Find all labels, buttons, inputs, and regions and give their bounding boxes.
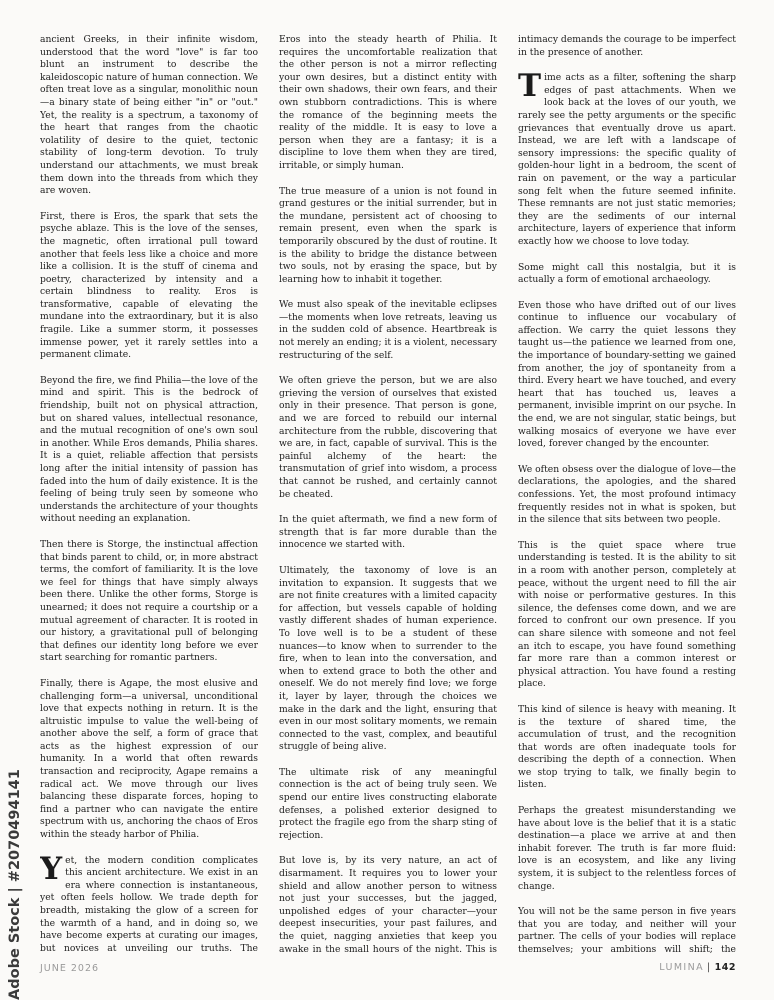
paragraph: In the quiet aftermath, we find a new form of strength that is far more durable than the innocence we started with. <box>279 514 497 551</box>
paragraph: Ultimately, the taxonomy of love is an invitation to expansion. It suggests that we are not finite creatures with a limited capacity for affection, but vessels capable of holding vastly different shades of human experience. To love well is to be a student of these nuances—to know when to surrender to the fire, when to lean into the conversation, and when to extend grace to both the other and oneself. We do not merely find love; we forge it, layer by layer, through the choices we make in the dark and the light, ensuring that even in our most solitary moments, we remain connected to the vast, complex, and beautiful struggle of being alive. <box>279 564 497 753</box>
paragraph: The true measure of a union is not found in grand gestures or the initial surrender, but in the mundane, persistent act of choosing to remain present, even when the spark is temporarily obscured by the dust of routine. It is the ability to bridge the distance between two souls, not by erasing the space, but by learning how to inhabit it together. <box>279 185 497 285</box>
footer-date: JUNE 2026 <box>40 963 100 974</box>
paragraph-text: et, the modern condition complicates this ancient architecture. We exist in an era where connection is instantaneous, yet often feels hollow. We trade depth for breadth, mistaking the glow of a screen for the warmth of a hand, and in doing so, we have become experts at curating our images, but novices at unveiling our truths. The <box>40 854 258 954</box>
folio-separator: | <box>707 962 712 973</box>
paragraph: We often grieve the person, but we are also grieving the version of ourselves that existed only in their presence. That person is gone, and we are forced to rebuild our internal architecture from the rubble, discovering that we are, in fact, capable of survival. This is the painful alchemy of the heart: the transmutation of grief into wisdom, a process that cannot be rushed, and certainly cannot be cheated. <box>279 375 497 500</box>
paragraph: You will not be the same person in five years that you are today, and neither will your partner. The cells of your bodies will replace themselves; your ambitions will shift; the <box>518 906 736 955</box>
drop-cap: T <box>518 68 542 105</box>
column-2 <box>279 34 497 956</box>
paragraph: intimacy demands the courage to be imperfect in the presence of another. <box>518 34 736 58</box>
paragraph: The ultimate risk of any meaningful connection is the act of being truly seen. We spend our entire lives constructing elaborate defenses, a polished exterior designed to protect the fragile ego from the sharp sting of rejection. <box>279 766 497 841</box>
column-3 <box>518 34 736 956</box>
paragraph: ancient Greeks, in their infinite wisdom, understood that the word "love" is far too blunt an instrument to describe the kaleidoscopic nature of human connection. We often treat love as a singular, monolithic noun—a binary state of being either "in" or "out." Yet, the reality is a spectrum, a taxonomy of the heart that ranges from the chaotic volatility of desire to the quiet, tectonic stability of long-term devotion. To truly understand our attachments, we must break them down into the threads from which they are woven. <box>40 34 258 197</box>
magazine-name: LUMINA <box>659 962 705 973</box>
paragraph: We often obsess over the dialogue of love—the declarations, the apologies, and the shared confessions. Yet, the most profound intimacy frequently resides not in what is spoken, but in the silence that sits between two people. <box>518 463 736 526</box>
paragraph: Perhaps the greatest misunderstanding we have about love is the belief that it is a static destination—a place we arrive at and then inhabit forever. The truth is far more fluid: love is an ecosystem, and like any living system, it is subject to the relentless forces of change. <box>518 805 736 892</box>
paragraph: This is the quiet space where true understanding is tested. It is the ability to sit in a room with another person, completely at peace, without the urgent need to fill the air with noise or performative gestures. In this silence, the defenses come down, and we are forced to confront our own presence. If you can share silence with someone and not feel an itch to escape, you have found something far more rare than a common interest or physical attraction. You have found a resting place. <box>518 539 736 690</box>
article-body <box>40 34 736 956</box>
paragraph: Then there is Storge, the instinctual affection that binds parent to child, or, in more abstract terms, the comfort of familiarity. It is the love we feel for things that have simply always been there. Unlike the other forms, Storge is unearned; it does not require a courtship or a mutual agreement of character. It is rooted in our history, a gravitational pull of belonging that defines our identity long before we ever start searching for romantic partners. <box>40 538 258 664</box>
paragraph: Some might call this nostalgia, but it is actually a form of emotional archaeology. <box>518 261 736 286</box>
paragraph: This kind of silence is heavy with meaning. It is the texture of shared time, the accumulation of trust, and the recognition that words are often inadequate tools for describing the depth of a connection. When we stop trying to talk, we finally begin to listen. <box>518 703 736 791</box>
paragraph-text: ime acts as a filter, softening the sharp edges of past attachments. When we look back at the loves of our youth, we rarely see the petty arguments or the specific grievances that eventually drove us apart. Instead, we are left with a landscape of sensory impressions: the specific quality of golden-hour light in a bedroom, the scent of rain on pavement, or the way a particular song felt when the future seemed infinite. These remnants are not just static memories; they are the sediments of our internal architecture, layers of experience that inform exactly how we choose to love today. <box>518 72 736 247</box>
paragraph: Finally, there is Agape, the most elusive and challenging form—a universal, unconditional love that expects nothing in return. It is the altruistic impulse to value the well-being of another above the self, a form of grace that acts as the highest expression of our humanity. In a world that often rewards transaction and reciprocity, Agape remains a radical act. We move through our lives balancing these disparate forces, hoping to find a partner who can navigate the entire spectrum with us, anchoring the chaos of Eros within the steady harbor of Philia. <box>40 677 258 841</box>
paragraph: Beyond the fire, we find Philia—the love of the mind and spirit. This is the bedrock of friendship, built not on physical attraction, but on shared values, intellectual resonance, and the mutual recognition of one's own soul in another. While Eros demands, Philia shares. It is a quiet, reliable affection that persists long after the initial intensity of passion has faded into the hum of daily existence. It is the feeling of being truly seen by someone who understands the architecture of your thoughts without needing an explanation. <box>40 374 258 525</box>
paragraph: But love is, by its very nature, an act of disarmament. It requires you to lower your shield and allow another person to witness not just your successes, but the jagged, unpolished edges of your character—your deepest insecurities, your past failures, and the quiet, nagging anxieties that keep you awake in the small hours of the night. This is <box>279 855 497 955</box>
paragraph-dropcap <box>40 850 258 956</box>
column-1 <box>40 34 258 956</box>
paragraph: First, there is Eros, the spark that sets the psyche ablaze. This is the love of the senses, the magnetic, often irrational pull toward another that feels less like a choice and more like a collision. It is the stuff of cinema and poetry, characterized by intensity and a certain blindness to reality. Eros is transformative, capable of elevating the mundane into the extraordinary, but it is also fragile. Like a summer storm, it possesses immense power, yet it rarely settles into a permanent climate. <box>40 210 258 361</box>
paragraph: Eros into the steady hearth of Philia. It requires the uncomfortable realization that the other person is not a mirror reflecting your own desires, but a distinct entity with their own shadows, their own fears, and their own stubborn contradictions. This is where the romance of the beginning meets the reality of the middle. It is easy to love a person when they are a fantasy; it is a discipline to love them when they are tired, irritable, or simply human. <box>279 34 497 171</box>
stock-watermark-label: Adobe Stock | #2070494141 <box>7 769 23 1000</box>
paragraph-dropcap <box>518 68 736 248</box>
footer-folio <box>659 962 736 973</box>
drop-cap: Y <box>40 850 63 887</box>
paragraph: Even those who have drifted out of our lives continue to influence our vocabulary of affection. We carry the quiet lessons they taught us—the patience we learned from one, the importance of boundary-setting we gained from another, the joy of spontaneity from a third. Every heart we have touched, and every heart that has touched us, leaves a permanent, invisible imprint on our psyche. In the end, we are not singular, static beings, but walking mosaics of everyone we have ever loved, forever changed by the encounter. <box>518 299 736 450</box>
page-number: 142 <box>714 962 736 973</box>
paragraph: We must also speak of the inevitable eclipses—the moments when love retreats, leaving us in the sudden cold of absence. Heartbreak is not merely an ending; it is a violent, necessary restructuring of the self. <box>279 299 497 361</box>
